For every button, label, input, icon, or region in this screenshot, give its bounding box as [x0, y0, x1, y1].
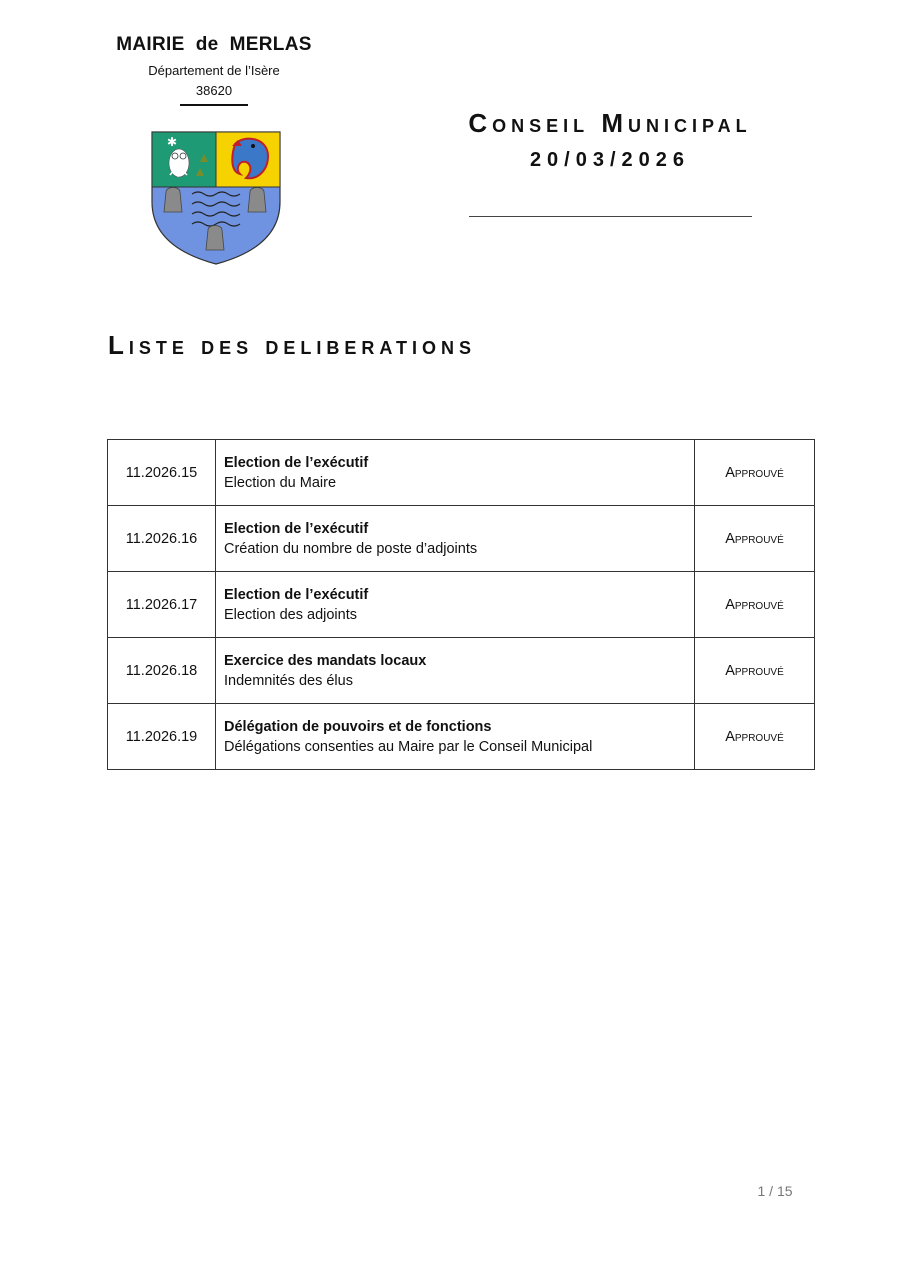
deliberation-number: 11.2026.17: [108, 572, 216, 638]
deliberation-theme: Election de l’exécutif: [224, 520, 369, 537]
header-divider: [180, 104, 248, 106]
deliberation-subject: Election du Maire: [224, 474, 337, 491]
deliberation-description: [216, 440, 695, 506]
deliberation-status: Approuvé: [695, 572, 815, 638]
deliberation-theme: Election de l’exécutif: [224, 454, 369, 471]
deliberation-description: [216, 638, 695, 704]
deliberation-status: Approuvé: [695, 440, 815, 506]
page-number: 1 / 15: [757, 1183, 793, 1199]
deliberation-theme: Délégation de pouvoirs et de fonctions: [224, 718, 492, 735]
deliberation-theme: Exercice des mandats locaux: [224, 652, 427, 669]
deliberation-status: Approuvé: [695, 506, 815, 572]
deliberation-status: Approuvé: [695, 704, 815, 770]
deliberation-subject: Election des adjoints: [224, 606, 357, 623]
table-row: [108, 704, 815, 770]
deliberation-status: Approuvé: [695, 638, 815, 704]
council-divider: [469, 216, 752, 217]
table-row: [108, 506, 815, 572]
deliberation-description: [216, 572, 695, 638]
council-heading: [420, 108, 800, 172]
svg-text:✱: ✱: [167, 135, 178, 149]
mairie-title: MAIRIE de MERLAS: [116, 34, 312, 55]
departement-label: Département de l’Isère: [148, 63, 280, 78]
mairie-header: [100, 34, 328, 106]
section-title: Liste des deliberations: [108, 330, 477, 360]
coat-of-arms-icon: [150, 130, 282, 266]
deliberation-number: 11.2026.16: [108, 506, 216, 572]
council-title: Conseil Municipal: [468, 108, 752, 138]
deliberations-table: [107, 439, 815, 770]
postal-code: 38620: [195, 83, 233, 98]
deliberation-subject: Création du nombre de poste d’adjoints: [224, 540, 478, 557]
table-row: [108, 440, 815, 506]
deliberation-number: 11.2026.19: [108, 704, 216, 770]
council-date: 20/03/2026: [529, 149, 691, 171]
deliberation-theme: Election de l’exécutif: [224, 586, 369, 603]
deliberation-number: 11.2026.15: [108, 440, 216, 506]
table-row: [108, 572, 815, 638]
deliberation-description: [216, 506, 695, 572]
table-row: [108, 638, 815, 704]
deliberation-subject: Délégations consenties au Maire par le Conseil Municipal: [224, 738, 593, 755]
deliberation-subject: Indemnités des élus: [224, 672, 353, 689]
deliberation-description: [216, 704, 695, 770]
deliberation-number: 11.2026.18: [108, 638, 216, 704]
